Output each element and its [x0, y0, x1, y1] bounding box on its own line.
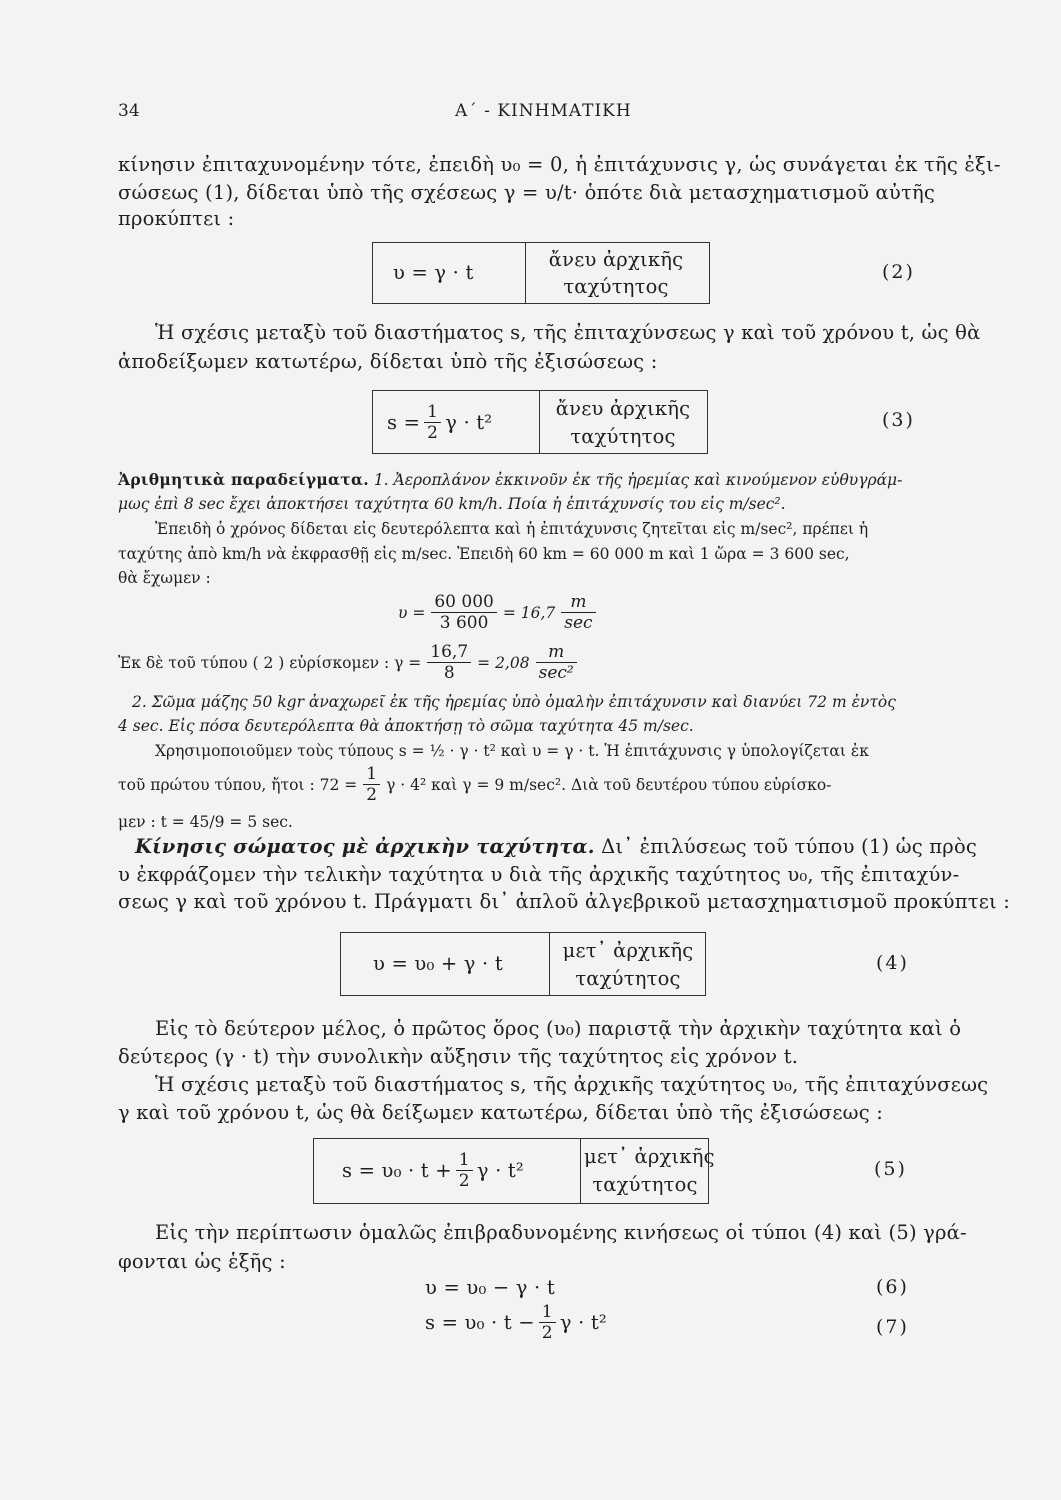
text-line: γ καὶ τοῦ χρόνου t, ὡς θὰ δείξωμεν κατωτέρω, δίδεται ὑπὸ τῆς ἐξισώσεως : — [118, 1101, 884, 1124]
fraction-numerator: 1 — [363, 764, 380, 785]
text-line: σεως γ καὶ τοῦ χρόνου t. Πράγματι δι᾽ ἁπλοῦ ἀλγεβρικοῦ μετασχηματισμοῦ προκύπτει : — [118, 890, 1011, 913]
equation-number: (4) — [876, 952, 909, 974]
unit-numerator: m — [536, 642, 577, 663]
text-line: ἀποδείξωμεν κατωτέρω, δίδεται ὑπὸ τῆς ἐξισώσεως : — [118, 350, 658, 373]
box-divider — [525, 243, 526, 303]
formula-6: υ = υ₀ − γ · t — [425, 1276, 555, 1299]
unit-denominator: sec — [564, 613, 593, 633]
text-line: μεν : t = 45/9 = 5 sec. — [118, 813, 293, 831]
formula-expression — [342, 1150, 524, 1191]
formula-expression — [387, 402, 492, 443]
text-fragment: γ · 4² καὶ γ = 9 m/sec². Διὰ τοῦ δευτέρου τύπου εὑρίσκο- — [386, 775, 832, 794]
text-line: Χρησιμοποιοῦμεν τοὺς τύπους s = ½ · γ · t² καὶ υ = γ · t. Ἡ ἐπιτάχυνσις γ ὑπολογίζεται ἐκ — [155, 742, 869, 760]
text-line: Εἰς τὴν περίπτωσιν ὁμαλῶς ἐπιβραδυνομένης κινήσεως οἱ τύποι (4) καὶ (5) γρά- — [155, 1221, 967, 1244]
text-line: σώσεως (1), δίδεται ὑπὸ τῆς σχέσεως γ = υ/t· ὁπότε διὰ μετασχηματισμοῦ αὐτῆς — [118, 181, 935, 204]
fraction-numerator: 60 000 — [431, 592, 496, 613]
example-1-acceleration-formula — [118, 642, 577, 683]
formula-lhs: s = — [387, 410, 421, 434]
text-line: φονται ὡς ἑξῆς : — [118, 1250, 286, 1273]
formula-box-4 — [340, 932, 706, 996]
running-title: Α΄ - ΚΙΝΗΜΑΤΙΚΗ — [455, 101, 632, 121]
fraction-denominator: 2 — [366, 785, 378, 805]
formula-lhs: υ = — [398, 603, 426, 622]
formula-expression: υ = υ₀ + γ · t — [373, 952, 503, 975]
unit-fraction — [561, 592, 595, 633]
section-line — [135, 834, 977, 860]
section-heading: Κίνησις σώματος μὲ ἀρχικὴν ταχύτητα. — [135, 835, 595, 858]
text-fragment: τοῦ πρώτου τύπου, ἤτοι : 72 = — [118, 775, 358, 794]
fraction-denominator: 3 600 — [439, 613, 489, 633]
examples-heading: Ἀριθμητικὰ παραδείγματα. — [118, 470, 369, 489]
fraction — [424, 402, 441, 443]
formula-rhs: γ · t² — [476, 1158, 524, 1182]
text-fragment: Δι᾽ ἐπιλύσεως τοῦ τύπου (1) ὡς πρὸς — [594, 835, 978, 858]
formula-note: ταχύτητος — [570, 425, 676, 448]
fraction — [539, 1302, 556, 1343]
fraction-denominator: 2 — [458, 1171, 470, 1191]
formula-rhs: γ · t² — [559, 1310, 607, 1334]
formula-lhs: s = υ₀ · t + — [342, 1158, 452, 1182]
fraction-numerator: 16,7 — [427, 642, 471, 663]
formula-expression: υ = γ · t — [393, 261, 474, 284]
equation-number: (2) — [882, 261, 915, 283]
box-divider — [580, 1139, 581, 1203]
formula-note: μετ᾽ ἀρχικῆς — [562, 939, 694, 962]
fraction — [427, 642, 471, 683]
unit-fraction — [536, 642, 577, 683]
fraction — [431, 592, 496, 633]
example-1-velocity-formula — [398, 592, 596, 633]
text-line: δεύτερος (γ · t) τὴν συνολικὴν αὔξησιν τῆς ταχύτητος εἰς χρόνον t. — [118, 1045, 799, 1068]
fraction-numerator: 1 — [456, 1150, 473, 1171]
text-line: Ἡ σχέσις μεταξὺ τοῦ διαστήματος s, τῆς ἐπιταχύνσεως γ καὶ τοῦ χρόνου t, ὡς θὰ — [155, 321, 981, 344]
unit-denominator: sec² — [538, 663, 574, 683]
text-line: 4 sec. Εἰς πόσα δευτερόλεπτα θὰ ἀποκτήσῃ τὸ σῶμα ταχύτητα 45 m/sec. — [118, 717, 694, 735]
formula-note: ἄνευ ἀρχικῆς — [555, 397, 691, 420]
formula-note: ἄνευ ἀρχικῆς — [548, 248, 684, 271]
equation-number: (3) — [882, 409, 915, 431]
formula-box-5 — [313, 1138, 715, 1204]
fraction — [363, 764, 380, 805]
text-line: 2. Σῶμα μάζης 50 kgr ἀναχωρεῖ ἐκ τῆς ἠρεμίας ὑπὸ ὁμαλὴν ἐπιτάχυνσιν καὶ διανύει 72 m ἐντὸς — [132, 693, 896, 711]
text-line: Εἰς τὸ δεύτερον μέλος, ὁ πρῶτος ὅρος (υ₀) παριστᾷ τὴν ἀρχικὴν ταχύτητα καὶ ὁ — [155, 1017, 962, 1040]
formula-rhs: γ · t² — [445, 410, 493, 434]
example-text: 1. Ἀεροπλάνον ἐκκινοῦν ἐκ τῆς ἠρεμίας καὶ κινούμενον εὐθυγράμ- — [373, 471, 903, 489]
fraction-denominator: 8 — [443, 663, 455, 683]
text-line: Ἐπειδὴ ὁ χρόνος δίδεται εἰς δευτερόλεπτα καὶ ἡ ἐπιτάχυνσις ζητεῖται εἰς m/sec², πρέπει ἡ — [155, 520, 869, 538]
formula-7 — [425, 1302, 607, 1343]
formula-note: ταχύτητος — [563, 275, 669, 298]
formula-box-2 — [372, 242, 710, 304]
formula-note: ταχύτητος — [575, 967, 681, 990]
equation-number: (7) — [876, 1316, 909, 1338]
formula-note: μετ᾽ ἀρχικῆς — [584, 1145, 715, 1168]
fraction-numerator: 1 — [539, 1302, 556, 1323]
text-line: ταχύτης ἀπὸ km/h νὰ ἐκφρασθῇ εἰς m/sec. Ἐπειδὴ 60 km = 60 000 m καὶ 1 ὥρα = 3 600 sec, — [118, 545, 850, 563]
formula-lhs: s = υ₀ · t − — [425, 1310, 535, 1334]
text-line: Ἡ σχέσις μεταξὺ τοῦ διαστήματος s, τῆς ἀρχικῆς ταχύτητος υ₀, τῆς ἐπιταχύνσεως — [155, 1073, 989, 1096]
text-line: προκύπτει : — [118, 207, 235, 230]
text-line: κίνησιν ἐπιταχυνομένην τότε, ἐπειδὴ υ₀ = 0, ἡ ἐπιτάχυνσις γ, ὡς συνάγεται ἐκ τῆς ἐξι- — [118, 153, 1001, 176]
formula-value: = 16,7 — [502, 603, 556, 622]
fraction — [456, 1150, 473, 1191]
fraction-denominator: 2 — [427, 423, 439, 443]
unit-numerator: m — [561, 592, 595, 613]
formula-prefix: Ἐκ δὲ τοῦ τύπου ( 2 ) εὑρίσκομεν : γ = — [118, 653, 422, 672]
example-1-line — [118, 468, 902, 492]
page-number: 34 — [118, 101, 140, 121]
formula-value: = 2,08 — [477, 653, 530, 672]
equation-number: (5) — [874, 1158, 907, 1180]
text-line: μως ἐπὶ 8 sec ἔχει ἀποκτήσει ταχύτητα 60 km/h. Ποία ἡ ἐπιτάχυνσίς του εἰς m/sec². — [118, 495, 786, 513]
text-line: θὰ ἔχωμεν : — [118, 569, 211, 587]
formula-box-3 — [372, 390, 708, 454]
fraction-numerator: 1 — [424, 402, 441, 423]
box-divider — [539, 391, 540, 453]
formula-note: ταχύτητος — [592, 1173, 698, 1196]
text-line: υ ἐκφράζομεν τὴν τελικὴν ταχύτητα υ διὰ τῆς ἀρχικῆς ταχύτητος υ₀, τῆς ἐπιταχύν- — [118, 863, 960, 886]
equation-number: (6) — [876, 1276, 909, 1298]
example-2-formula-line — [118, 764, 831, 805]
box-divider — [549, 933, 550, 995]
fraction-denominator: 2 — [541, 1323, 553, 1343]
